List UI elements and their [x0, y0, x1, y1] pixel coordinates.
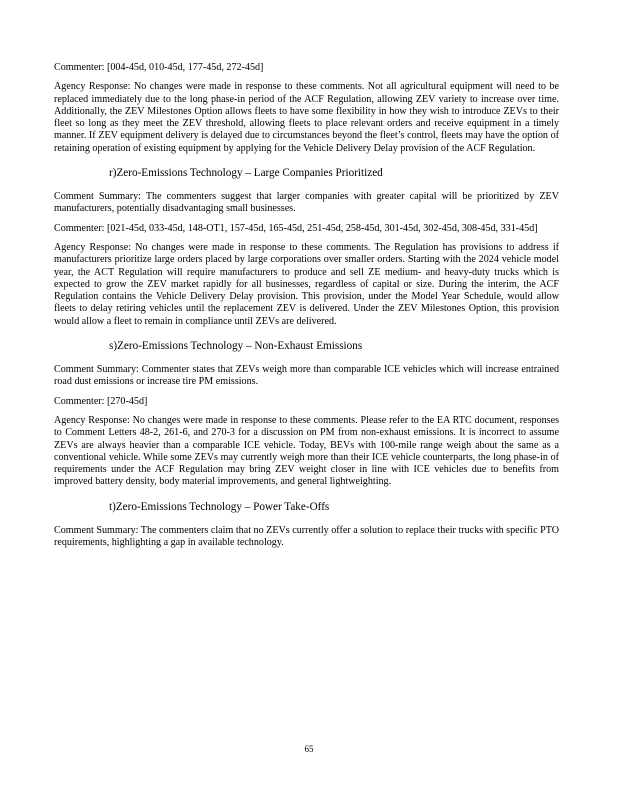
page-number: 65 — [304, 744, 314, 754]
agency-response: Agency Response: No changes were made in response to these comments. Not all agricultural equipment will need to be replaced immediately due to the long phase-in period of the ACF Regulation, allowing ZEV variety to increase over time. Additionally, the ZEV Milestones Option allows fleets to have some flexibility in how they wish to introduce ZEVs to their fleet so long as they meet the ZEV threshold, allowing fleets to place relevant orders and receive equipment in a timely manner. If ZEV equipment delivery is delayed due to circumstances beyond the fleet’s control, fleets may have the option of retaining operation of existing equipment by applying for the Vehicle Delivery Delay provision of the ACF Regulation. — [54, 81, 559, 154]
section-heading-non-exhaust: s)Zero-Emissions Technology – Non-Exhaust Emissions — [109, 340, 363, 353]
comment-summary: Comment Summary: Commenter states that ZEVs weigh more than comparable ICE vehicles which will increase entrained road dust emissions or increase tire PM emissions. — [54, 364, 559, 388]
commenter-list: Commenter: [004-45d, 010-45d, 177-45d, 272-45d] — [54, 62, 264, 73]
document-page — [54, 62, 559, 556]
agency-response: Agency Response: No changes were made in response to these comments. The Regulation has provisions to address if manufacturers prioritize large orders placed by large corporations over smaller orders. Starting with the 2024 vehicle model year, the ACT Regulation will require manufacturers to produce and sell ZE medium- and heavy-duty trucks which is expected to grow the ZEV market rapidly for all businesses, regardless of capital or size. During the interim, the ACF Regulation contains the Vehicle Delivery Delay provision. This provision, under the Model Year Schedule, would allow fleets to delay retiring vehicles until the replacement ZEV is delivered. Under the ZEV Milestones Option, this provision would allow a fleet to remain in compliance until ZEVs are delivered. — [54, 241, 559, 327]
section-heading-power-take-offs: t)Zero-Emissions Technology – Power Take-Offs — [109, 500, 330, 513]
agency-response: Agency Response: No changes were made in response to these comments. Please refer to the EA RTC document, responses to Comment Letters 48-2, 261-6, and 270-3 for a discussion on PM from non-exhaust emissions. It is incorrect to assume ZEVs are always heavier than a comparable ICE vehicle. Today, BEVs with 100-mile range weigh about the same as a conventional vehicle. While some ZEVs may currently weigh more than their ICE vehicle counterparts, the long phase-in of requirements under the ACF Regulation may bring ZEV weight closer in line with ICE vehicles due to benefits from improved battery density, body material improvements, and general lightweighting. — [54, 414, 559, 488]
comment-summary: Comment Summary: The commenters claim that no ZEVs currently offer a solution to replace their trucks with specific PTO requirements, highlighting a gap in available technology. — [54, 524, 559, 549]
section-heading-large-companies: r)Zero-Emissions Technology – Large Companies Prioritized — [109, 167, 383, 180]
commenter-list: Commenter: [270-45d] — [54, 395, 148, 407]
commenter-list: Commenter: [021-45d, 033-45d, 148-OT1, 157-45d, 165-45d, 251-45d, 258-45d, 301-45d, 302-45d, 308-45d, 331-45d] — [54, 222, 538, 234]
comment-summary: Comment Summary: The commenters suggest that larger companies with greater capital will be prioritized by ZEV manufacturers, potentially disadvantaging small businesses. — [54, 191, 559, 215]
